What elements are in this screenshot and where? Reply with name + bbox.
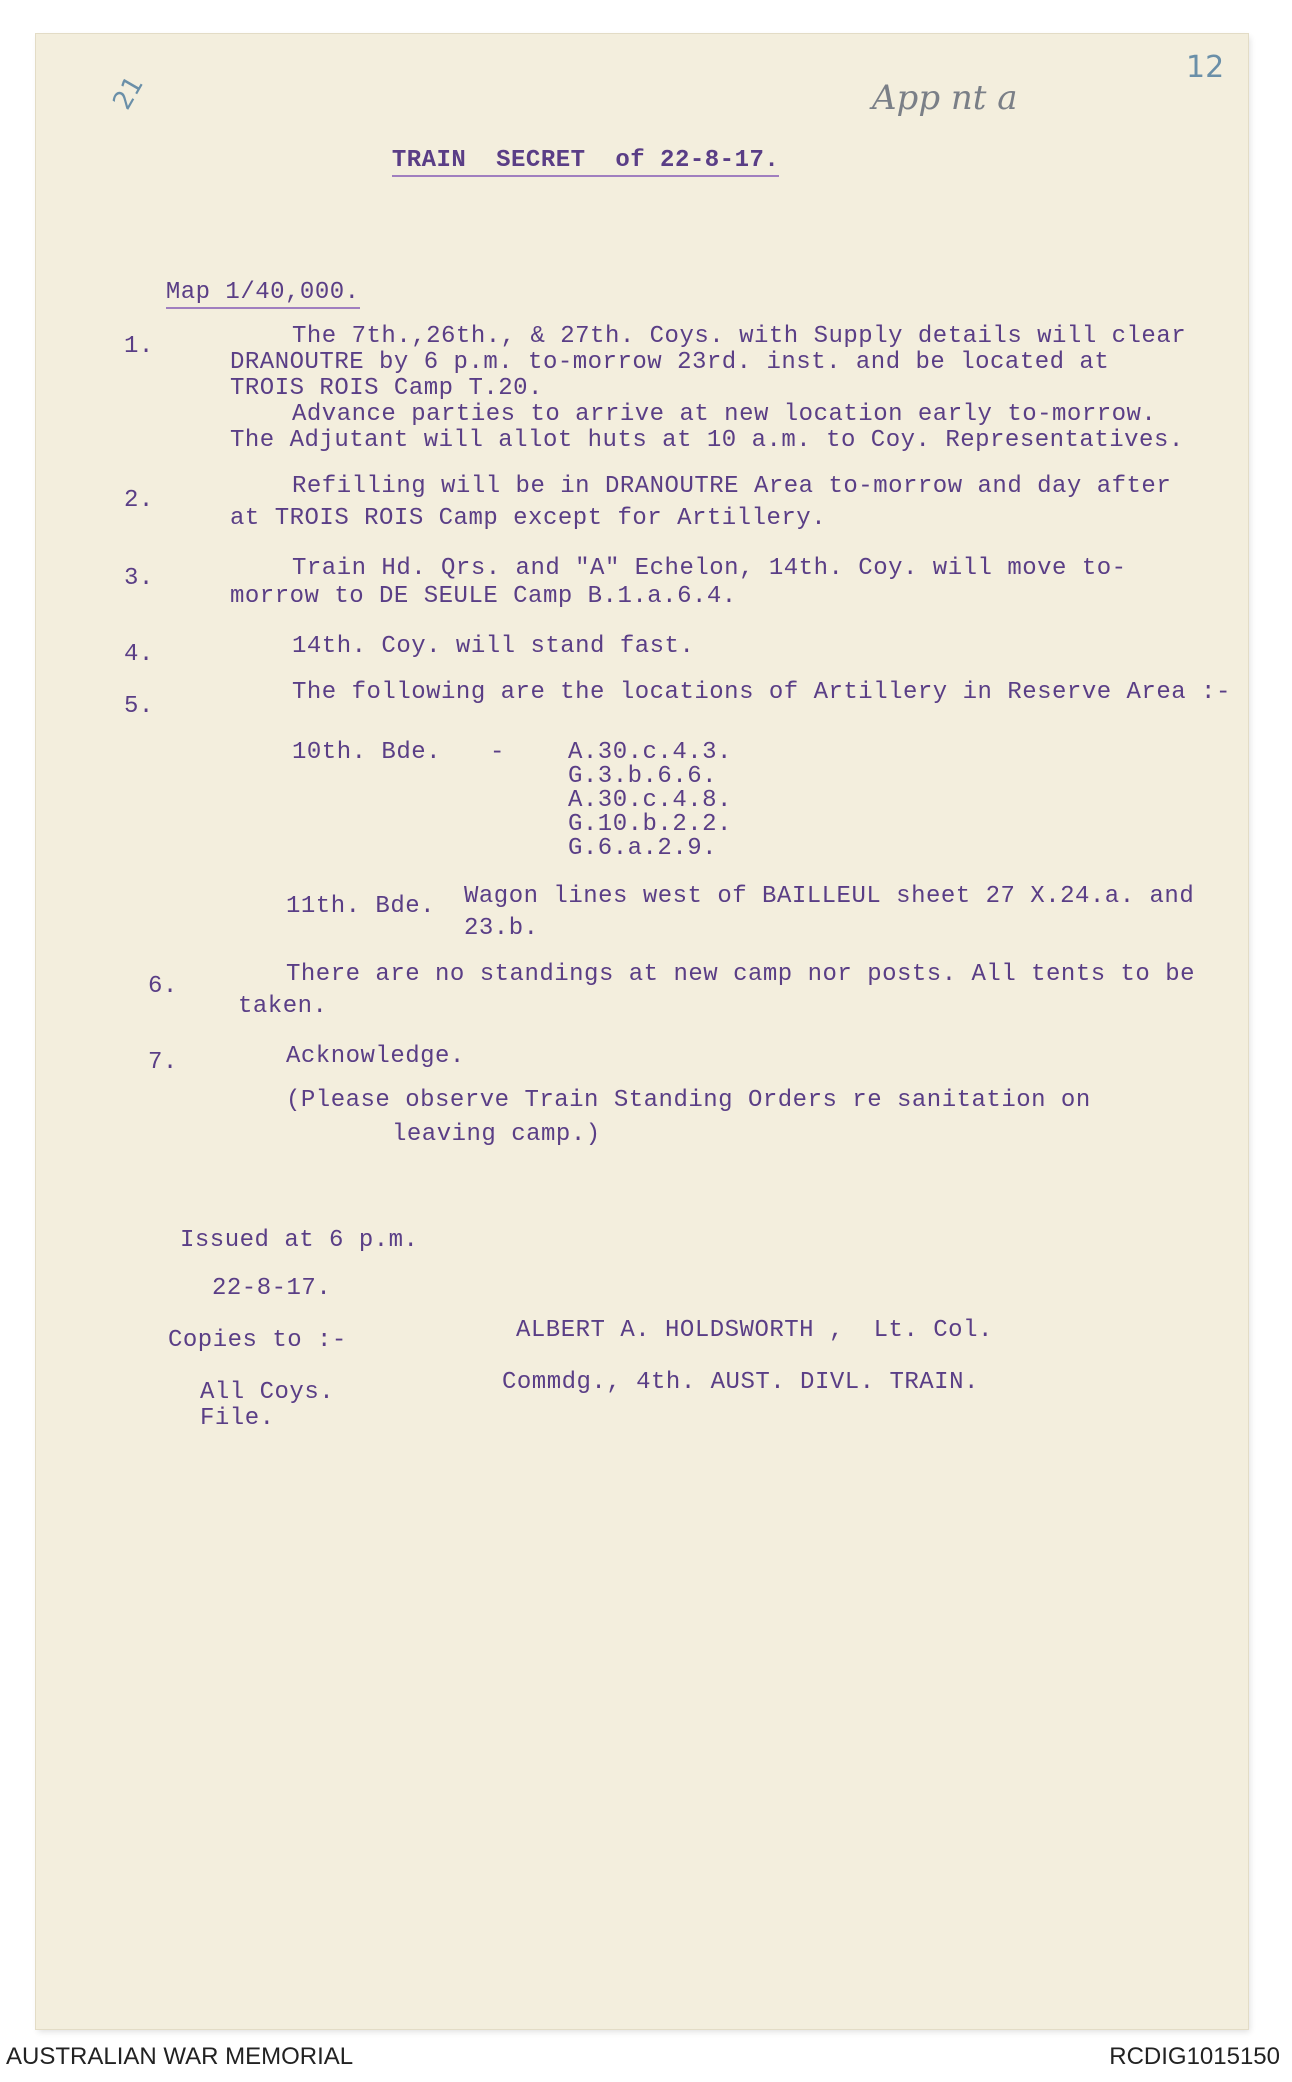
bde10-location: A.30.c.4.3. bbox=[568, 739, 732, 766]
para-1-line-5: The Adjutant will allot huts at 10 a.m. to Coy. Representatives. bbox=[230, 427, 1184, 454]
document-title: TRAIN SECRET of 22-8-17. bbox=[362, 122, 779, 174]
para-3-line-1: Train Hd. Qrs. and "A" Echelon, 14th. Coy. will move to- bbox=[292, 555, 1127, 582]
para-6-line-1: There are no standings at new camp nor posts. All tents to be bbox=[286, 961, 1196, 988]
para-1-line-3: TROIS ROIS Camp T.20. bbox=[230, 375, 543, 402]
bde11-line-2: 23.b. bbox=[464, 915, 539, 942]
para-1-line-4: Advance parties to arrive at new location early to-morrow. bbox=[292, 401, 1157, 428]
copy-recipient: File. bbox=[200, 1405, 275, 1432]
para-5-line-1: The following are the locations of Artillery in Reserve Area :- bbox=[292, 679, 1231, 706]
signatory-name: ALBERT A. HOLDSWORTH , Lt. Col. bbox=[516, 1317, 993, 1344]
sanitation-note-line-1: (Please observe Train Standing Orders re sanitation on bbox=[286, 1087, 1091, 1114]
para-1-line-2: DRANOUTRE by 6 p.m. to-morrow 23rd. inst. and be located at bbox=[230, 349, 1110, 376]
copies-label: Copies to :- bbox=[168, 1327, 347, 1354]
para-number-5: 5. bbox=[124, 693, 154, 720]
pencil-annotation: App nt a bbox=[872, 78, 1018, 118]
para-number-3: 3. bbox=[124, 565, 154, 592]
para-number-6: 6. bbox=[148, 973, 178, 1000]
footer-record-id: RCDIG1015150 bbox=[1109, 2043, 1280, 2070]
bde10-label: 10th. Bde. bbox=[292, 739, 442, 766]
para-4-line-1: 14th. Coy. will stand fast. bbox=[292, 633, 695, 660]
para-number-7: 7. bbox=[148, 1049, 178, 1076]
bde11-line-1: Wagon lines west of BAILLEUL sheet 27 X.24.a. and bbox=[464, 883, 1195, 910]
bde10-location: G.3.b.6.6. bbox=[568, 763, 718, 790]
bde10-location: A.30.c.4.8. bbox=[568, 787, 732, 814]
para-number-1: 1. bbox=[124, 333, 154, 360]
para-number-2: 2. bbox=[124, 487, 154, 514]
para-7-text: Acknowledge. bbox=[286, 1043, 465, 1070]
issue-date: 22-8-17. bbox=[212, 1275, 332, 1302]
bde10-location: G.6.a.2.9. bbox=[568, 835, 718, 862]
sanitation-note-line-2: leaving camp.) bbox=[392, 1121, 601, 1148]
para-6-line-2: taken. bbox=[238, 993, 328, 1020]
para-1-line-1: The 7th.,26th., & 27th. Coys. with Supply details will clear bbox=[292, 323, 1187, 350]
para-number-4: 4. bbox=[124, 641, 154, 668]
para-2-line-1: Refilling will be in DRANOUTRE Area to-morrow and day after bbox=[292, 473, 1172, 500]
map-reference: Map 1/40,000. bbox=[136, 254, 360, 306]
signatory-title: Commdg., 4th. AUST. DIVL. TRAIN. bbox=[502, 1369, 979, 1396]
folio-number: 12 bbox=[1186, 50, 1225, 85]
bde10-location: G.10.b.2.2. bbox=[568, 811, 732, 838]
issued-time: Issued at 6 p.m. bbox=[180, 1227, 419, 1254]
bde11-label: 11th. Bde. bbox=[286, 893, 436, 920]
bde10-dash: - bbox=[490, 739, 505, 766]
para-2-line-2: at TROIS ROIS Camp except for Artillery. bbox=[230, 505, 827, 532]
copy-recipient: All Coys. bbox=[200, 1379, 335, 1406]
footer-archive-name: AUSTRALIAN WAR MEMORIAL bbox=[6, 2043, 354, 2070]
margin-stamp-number: 21 bbox=[107, 71, 150, 115]
para-3-line-2: morrow to DE SEULE Camp B.1.a.6.4. bbox=[230, 583, 737, 610]
